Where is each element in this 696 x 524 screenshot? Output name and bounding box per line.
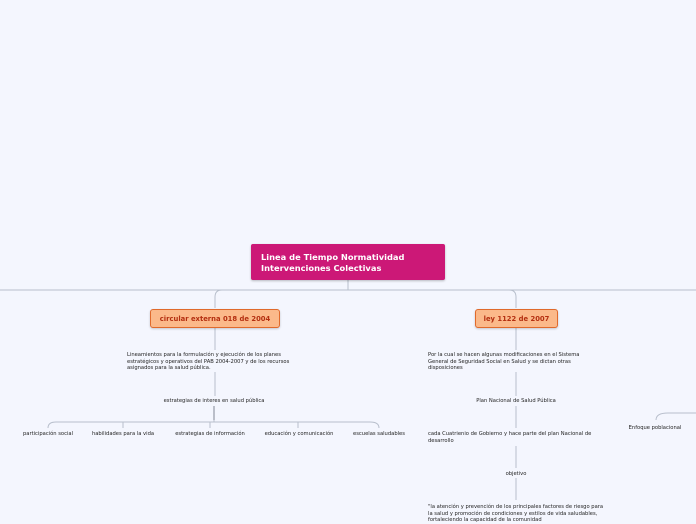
- item-habilidades-vida[interactable]: habilidades para la vida: [91, 431, 155, 437]
- item-participacion-social[interactable]: participación social: [22, 431, 74, 437]
- left-fan-ticks: [123, 422, 298, 428]
- topic-ley-1122[interactable]: [475, 309, 558, 328]
- left-fan-line: [48, 422, 379, 428]
- subtopic-plan-nacional[interactable]: Plan Nacional de Salud Pública: [476, 398, 556, 404]
- circular-description[interactable]: Lineamientos para la formulación y ejecución de los planes estratégicos y operativos del PAB 2004-2007 y de los recursos asignados para la salud pública.: [127, 352, 290, 371]
- subtopic-objetivo[interactable]: objetivo: [505, 471, 527, 477]
- topic-circular-externa[interactable]: [150, 309, 280, 328]
- topic-ley-1122-label: ley 1122 de 2007: [483, 314, 550, 323]
- right-branch-line: [509, 290, 516, 308]
- central-topic-line1: Linea de Tiempo Normatividad: [261, 252, 405, 262]
- topic-circular-externa-label: circular externa 018 de 2004: [159, 314, 271, 323]
- ley-description[interactable]: Por la cual se hacen algunas modificaciones en el Sistema General de Seguridad Social en Salud y se dictan otras disposiciones: [428, 352, 580, 371]
- left-branch-line: [215, 290, 222, 308]
- central-topic[interactable]: [251, 244, 445, 280]
- plan-cycle-text[interactable]: cada Cuatrienio de Gobierno y hace parte del plan Nacional de desarrollo: [428, 431, 592, 444]
- objective-text[interactable]: "la atención y prevención de los principales factores de riesgo para la salud y promoción de condiciones y estilos de vida saludables, fortaleciendo la capacidad de la comunidad: [428, 504, 604, 523]
- subtopic-estrategias[interactable]: estrategias de interes en salud pública: [163, 398, 265, 404]
- item-educacion-comunicacion[interactable]: educación y comunicación: [264, 431, 334, 437]
- item-estrategias-informacion[interactable]: estrategias de información: [175, 431, 245, 437]
- item-escuelas-saludables[interactable]: escuelas saludables: [353, 431, 405, 437]
- subtopic-enfoque-poblacional[interactable]: Enfoque poblacional: [628, 425, 682, 431]
- far-right-line: [656, 413, 696, 420]
- central-topic-line2: Intervenciones Colectivas: [261, 263, 382, 273]
